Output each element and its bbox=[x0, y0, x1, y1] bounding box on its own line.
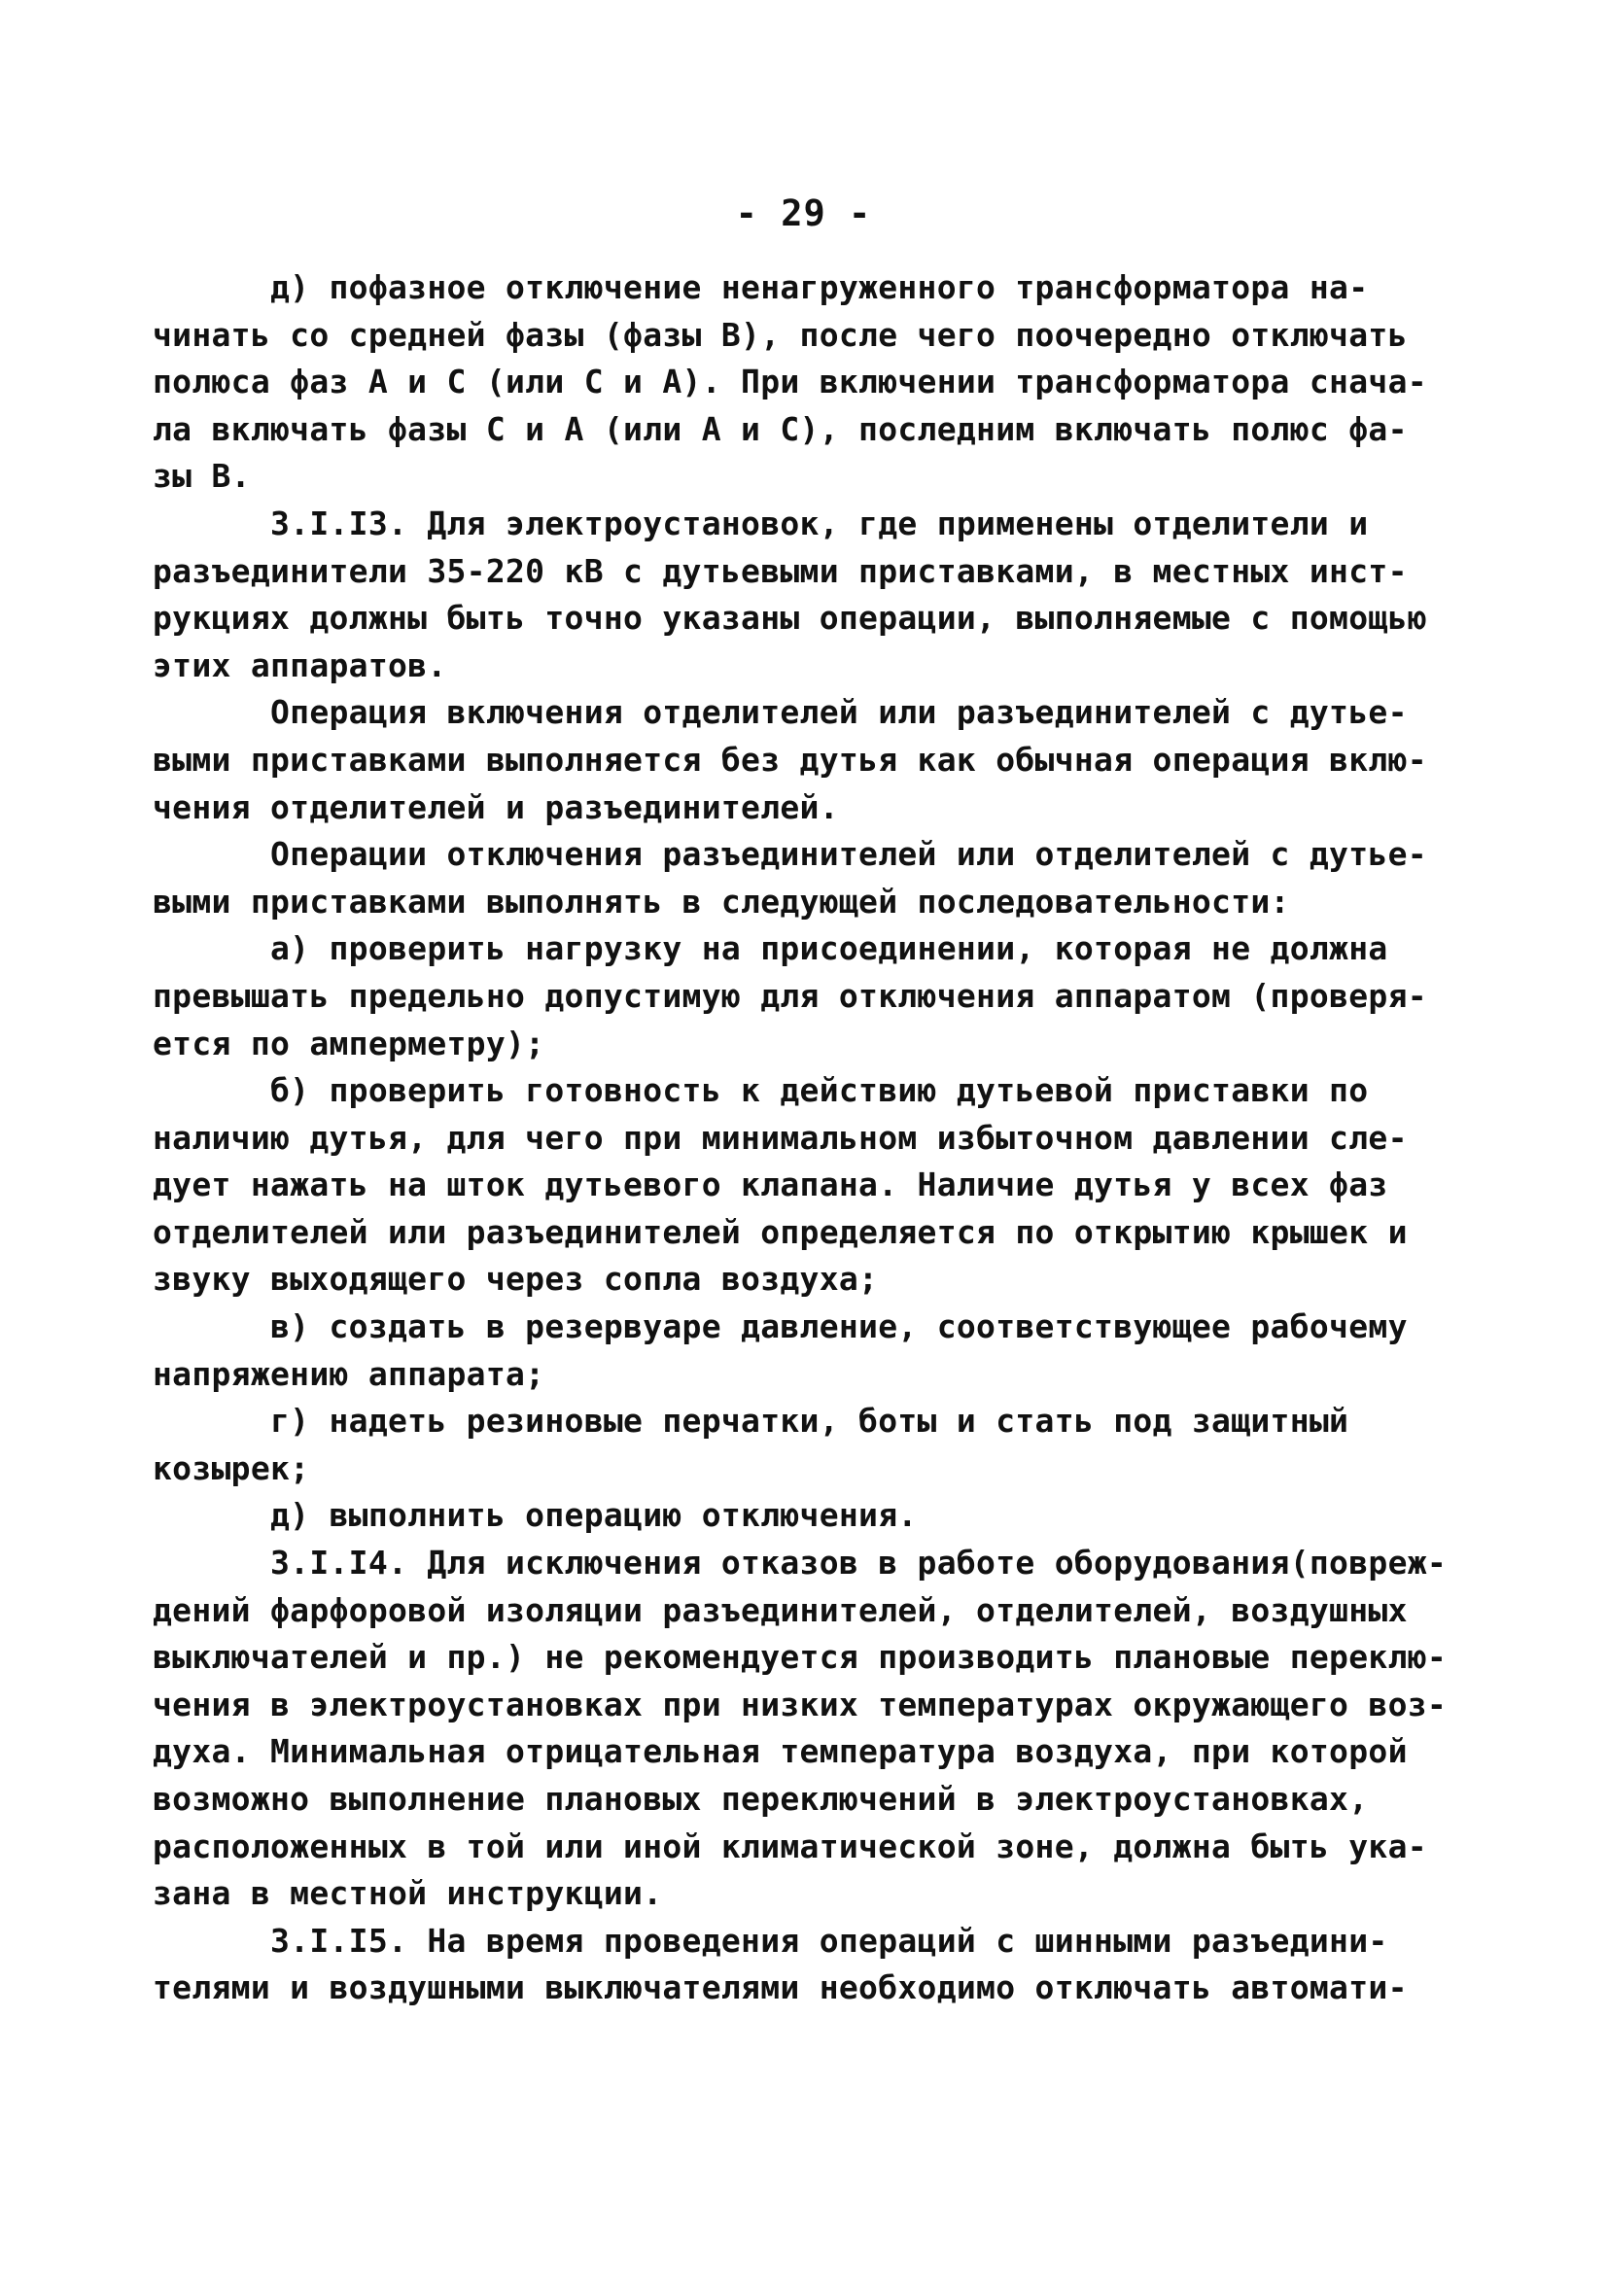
text-line: г) надеть резиновые перчатки, боты и стать под защитный bbox=[153, 1402, 1349, 1441]
text-line: полюса фаз А и С (или С и А). При включении трансформатора снача- bbox=[153, 363, 1427, 401]
text-line: напряжению аппарата; bbox=[153, 1354, 545, 1393]
text-line: в) создать в резервуаре давление, соответствующее рабочему bbox=[153, 1307, 1408, 1346]
text-line: д) пофазное отключение ненагруженного трансформатора на- bbox=[153, 268, 1369, 306]
page-number: - 29 - bbox=[735, 192, 872, 234]
text-line: козырек; bbox=[153, 1448, 310, 1487]
text-line: чения отделителей и разъединителей. bbox=[153, 787, 839, 826]
text-line: а) проверить нагрузку на присоединении, которая не должна bbox=[153, 929, 1388, 968]
text-line: ется по амперметру); bbox=[153, 1024, 545, 1062]
text-line: выми приставками выполняется без дутья как обычная операция вклю- bbox=[153, 740, 1427, 779]
text-line: Операция включения отделителей или разъединителей с дутье- bbox=[153, 693, 1408, 732]
text-line: рукциях должны быть точно указаны операции, выполняемые с помощью bbox=[153, 599, 1427, 638]
text-line: дений фарфоровой изоляции разъединителей, отделителей, воздушных bbox=[153, 1590, 1408, 1629]
text-line: этих аппаратов. bbox=[153, 645, 447, 684]
text-line: 3.I.I4. Для исключения отказов в работе оборудования(повреж- bbox=[153, 1544, 1448, 1583]
text-line: зана в местной инструкции. bbox=[153, 1874, 663, 1913]
text-line: выми приставками выполнять в следующей последовательности: bbox=[153, 882, 1290, 921]
text-line: д) выполнить операцию отключения. bbox=[153, 1496, 918, 1535]
text-line: выключателей и пр.) не рекомендуется производить плановые переклю- bbox=[153, 1638, 1448, 1677]
text-line: звуку выходящего через сопла воздуха; bbox=[153, 1260, 879, 1299]
text-line: дует нажать на шток дутьевого клапана. Наличие дутья у всех фаз bbox=[153, 1165, 1388, 1204]
text-line: превышать предельно допустимую для отключения аппаратом (проверя- bbox=[153, 976, 1427, 1015]
body-text bbox=[153, 264, 1485, 2012]
text-line: ла включать фазы С и А (или А и С), последним включать полюс фа- bbox=[153, 409, 1408, 448]
text-line: 3.I.I5. На время проведения операций с шинными разъедини- bbox=[153, 1921, 1388, 1960]
text-line: б) проверить готовность к действию дутьевой приставки по bbox=[153, 1071, 1369, 1110]
text-line: Операции отключения разъединителей или отделителей с дутье- bbox=[153, 835, 1427, 874]
text-line: чинать со средней фазы (фазы В), после чего поочередно отключать bbox=[153, 315, 1408, 354]
text-line: 3.I.I3. Для электроустановок, где применены отделители и bbox=[153, 504, 1369, 542]
text-line: чения в электроустановках при низких температурах окружающего воз- bbox=[153, 1685, 1448, 1723]
text-line: отделителей или разъединителей определяется по открытию крышек и bbox=[153, 1212, 1408, 1251]
text-line: разъединители 35-220 кВ с дутьевыми приставками, в местных инст- bbox=[153, 551, 1408, 590]
text-line: зы В. bbox=[153, 457, 251, 496]
text-line: возможно выполнение плановых переключений в электроустановках, bbox=[153, 1780, 1369, 1818]
text-line: расположенных в той или иной климатической зоне, должна быть ука- bbox=[153, 1826, 1427, 1865]
text-line: наличию дутья, для чего при минимальном избыточном давлении сле- bbox=[153, 1118, 1408, 1157]
text-line: духа. Минимальная отрицательная температура воздуха, при которой bbox=[153, 1732, 1408, 1771]
text-line: телями и воздушными выключателями необходимо отключать автомати- bbox=[153, 1968, 1408, 2007]
